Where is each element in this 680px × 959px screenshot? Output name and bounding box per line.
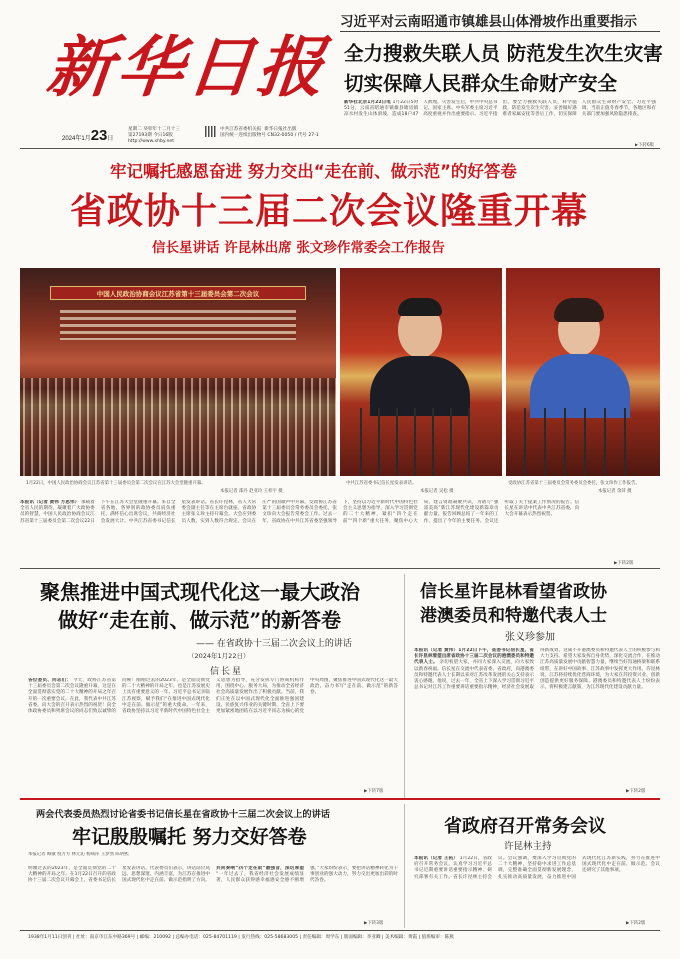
- sponsor: 中共江苏省委机关报: [220, 127, 262, 132]
- date-day: 23: [90, 127, 108, 144]
- microphones: [360, 408, 482, 476]
- hk-sub: 张义珍参加: [505, 632, 555, 643]
- lead-body: 本报讯（记者 黄伟 方思伟） 承载着全省人民的期待，凝聚着广大政协委员的智慧，中国人民政治协商会议江苏省第十三届委员会第二次会议22日下午在江苏大会堂隆重开幕。来自全省各地、各界别的政协委员肩负重托、满怀信心出席会议，共商经济社会发展大计。中共江苏省委书记信长星发表讲话。省长许昆林，省人大常委会副主任等在主席台就座。省政协主席张义珍主持开幕会。大会应到委员人数，实到人数符合规定。会议在庄严的国歌声中开幕。受政协江苏省第十三届委员会常务委员会委托，张文珍向大会报告常委会工作。过去一年，省政协在中共江苏省委坚强领导下，坚持以习近平新时代中国特色社会主义思想为指导，深入学习贯彻党的二十大精神，紧扣“四个走在前”“四个新”重大任务，聚焦中心大局，建言资政凝聚共识，为谱写“强富美高”新江苏现代化建设新篇章贡献力量。报告回顾总结了一年来的工作，提出了今年的主要任务。会议还听取了关于提案工作情况的报告。信长星在讲话中代表中共江苏省委，向大会开幕表示热烈祝贺。: [20, 500, 580, 524]
- date-suffix: 日: [107, 136, 114, 142]
- bottom-left-more: ▶下转3版: [364, 921, 384, 926]
- speech-headline-1: 聚焦推进中国式现代化这一最大政治: [40, 580, 360, 604]
- stage-banner-text: 中国人民政治协商会议江苏省第十三届委员会第二次会议: [96, 290, 260, 298]
- speaker-suit: [370, 356, 470, 416]
- top-story-headline-1: 全力搜救失联人员 防范发生次生灾害: [344, 42, 663, 65]
- photo-caption-3: 受政协江苏省第十三届委员会常务委员会委托，张文珍作工作报告。: [508, 481, 640, 486]
- podium-rows: [60, 310, 296, 340]
- top-story-more: ▶下转6版: [634, 143, 654, 148]
- bottom-right-body: 本报讯（记者 王拓） 1月22日，省政府召开常务会议，认真学习习近平总书记近期重要讲话重要指示精神，研究部署有关工作。省长许昆林主持会议。会议强调，要深入学习贯彻党的二十大精神，坚持稳中求进工作总基调，完整准确全面贯彻新发展理念，扎实推动高质量发展，奋力推进中国式现代化江苏新实践，努力在推进中国式现代化中走在前、做示范。会议还研究了其他事项。: [414, 856, 660, 880]
- hk-byline: 本报讯（记者 黄伟）1月22日下午，省委书记信长星，省长许昆林看望出席省政协十三届二次会议的港澳委员和特邀代表人士。: [414, 648, 534, 666]
- top-story: [340, 10, 663, 148]
- weekday: 星期二 癸卯年十二月十三: [128, 127, 180, 132]
- top-story-kicker: 习近平对云南昭通市镇雄县山体滑坡作出重要指示: [340, 14, 637, 30]
- reporter-microphones: [524, 408, 642, 476]
- audience: [20, 378, 336, 476]
- bottom-left-byline: 本报记者 顾敏 倪方方 林元沁 杨频萍 王梦然 陈明熙: [28, 852, 129, 857]
- speech-author: 信长星: [210, 667, 244, 677]
- reporter-hair: [554, 298, 604, 322]
- qr-code: [205, 126, 216, 137]
- photo-credit-3: 本报记者 余萍 摄: [598, 489, 632, 494]
- date-block: [62, 127, 113, 144]
- lead-subhead: 信长星讲话 许昆林出席 张文珍作常委会工作报告: [152, 240, 445, 256]
- photo-credit-2: 本报记者 吴松 摄: [420, 489, 454, 494]
- masthead-logo: 新华日报: [43, 28, 332, 106]
- lead-headline: 省政协十三届二次会议隆重开幕: [70, 190, 589, 232]
- photo-caption-1: 1月22日，中国人民政治协商会议江苏省第十三届委员会第二次会议在江苏大会堂隆重开幕。: [26, 481, 206, 486]
- lead-more: ▶下转2版: [614, 561, 634, 566]
- assembly-hall-photo: [20, 268, 336, 476]
- date-prefix: 2024年1月: [62, 136, 91, 142]
- bottom-left-body: 明刚过去的2023年，是全面贯彻党的二十大精神的开局之年。在1月22日召开的省政协十三届二次会议开幕会上，省委书记信长星发表讲话。代表委员们表示，讲话站位高远、思想深邃、内涵丰富，为江苏在推进中国式现代化中走在前、做示范指明了方向。 共同奏响“四个走在前”最强音，深切厚望 “一年过去了，我省经济社会发展成绩显著，人民群众获得感幸福感安全感不断增强。”大家纷纷表示，要把讲话精神转化为干事创业的强大动力，努力交出更加出彩的时代答卷。: [28, 866, 398, 884]
- bottom-left-kicker: 两会代表委员热烈讨论省委书记信长星在省政协十三届二次会议上的讲话: [36, 809, 330, 820]
- speech-sub: —— 在省政协十三届二次会议上的讲话: [196, 639, 352, 649]
- speaker-hair: [398, 298, 442, 316]
- lead-byline: 本报讯（记者 黄伟 方思伟）: [20, 500, 80, 505]
- issue-number: 第27193期 今日16版: [128, 133, 173, 138]
- speech-headline-2: 做好“走在前、做示范”的新答卷: [58, 608, 342, 632]
- bottom-right-more: ▶下转2版: [626, 921, 646, 926]
- publisher-block: [220, 127, 319, 139]
- speech-body: 各位委员、同志们： 今天，政协江苏省第十三届委员会第二次会议隆重开幕，这是在全面贯彻落实党的二十大精神的开局之年召开的一次重要会议。在此，我代表中共江苏省委，向大会的召开表示热烈的祝贺！向全体政协委员和列席会议的同志们致以诚挚的问候！刚刚过去的2023年，是全面贯彻党的二十大精神的开局之年，也是江苏发展史上具有重要意义的一年。习近平总书记亲临江苏视察，赋予我们“在推进中国式现代化中走在前、做示范”的重大使命。一年来，省政协坚持以习近平新时代中国特色社会主义思想为指导，充分发挥专门协商机构作用，围绕中心、服务大局，为推动全省经济社会高质量发展作出了积极贡献。当前，我们正处在以中国式现代化全面推进强国建设、民族复兴伟业的关键时期，全省上下要更加紧密地团结在以习近平同志为核心的党中央周围，聚焦推进中国式现代化这一最大政治，奋力书写“走在前、做示范”的新答卷。: [28, 678, 398, 715]
- hk-headline-2: 港澳委员和特邀代表人士: [420, 606, 607, 626]
- xin-changxing-photo: [340, 268, 502, 476]
- bottom-left-headline: 牢记殷殷嘱托 努力交好答卷: [72, 826, 307, 848]
- zhang-wenzhen-photo: [506, 268, 660, 476]
- speech-more: ▶下转7版: [364, 789, 384, 794]
- photo-caption-2: 中共江苏省委书记信长星发表讲话。: [346, 481, 417, 486]
- hk-more: ▶下转2版: [626, 789, 646, 794]
- website: http://www.xhby.net: [128, 139, 174, 144]
- issue-block: [128, 127, 180, 145]
- speech-salutation: 各位委员、同志们：: [28, 678, 72, 683]
- bottom-right-byline: 本报讯（记者 王拓）: [414, 856, 459, 861]
- cn-number: 国内统一连续出版物号 CN32-0050 / 代号 27-1: [220, 133, 319, 138]
- footer-text: 1938年1月11日创刊 | 社址：南京市江东中路369号 | 邮编：210092 | 总编办电话：025-84701119 | 发行热线：025-58683005 | 责任编辑：周学东 | 版面编辑：李亚卿 | 美术编辑：黄霞 | 值班编审：陈燕: [28, 935, 454, 940]
- photo-credit-1: 本报记者 邵丹 赵亚玲 王梓宇 摄: [220, 489, 283, 494]
- hk-headline-1: 信长星许昆林看望省政协: [420, 582, 607, 602]
- bottom-left-subhead: 共同奏响“四个走在前”最强音，深切厚望: [216, 866, 304, 871]
- top-story-byline: 新华社北京1月22日电: [344, 100, 391, 105]
- lead-kicker: 牢记嘱托感恩奋进 努力交出“走在前、做示范”的好答卷: [110, 162, 517, 181]
- top-story-headline-2: 切实保障人民群众生命财产安全: [344, 72, 618, 95]
- bottom-right-headline: 省政府召开常务会议: [444, 816, 606, 837]
- top-story-body: 新华社北京1月22日电 1月22日5时51分，云南省昭通市镇雄县塘房镇凉水村发生山体滑坡，造成18户47人被埋。灾害发生后，中共中央总书记、国家主席、中央军委主席习近平高度重视并作出重要指示。习近平指出，要全力搜救失联人员，科学施救，防范发生次生灾害，妥善做好遇难者家属安抚等善后工作，切实保障人民群众生命财产安全。习近平强调，当前正值冬春季节，各地区和有关部门要加强风险隐患排查。: [344, 100, 656, 118]
- bottom-right-sub: 许昆林主持: [504, 841, 552, 852]
- hk-body: 本报讯（记者 黄伟）1月22日下午，省委书记信长星，省长许昆林看望出席省政协十三届二次会议的港澳委员和特邀代表人士。 亲切看望大家，并同大家深入交流，向大家致以新春祝福。信长星在交流中代表省委、省政府，向港澳委员和特邀代表人士长期以来对江苏改革发展的关心支持表示衷心感谢。他说，过去一年，全省上下深入学习贯彻习近平总书记对江苏工作重要讲话重要指示精神，经济社会发展取得新成效，这离不开港澳委员和特邀代表人士的积极参与和大力支持。希望大家发挥自身优势，深化交流合作，在推动江苏高质量发展中贡献智慧力量，继续当好沟通桥梁和联系纽带，在讲好中国故事、江苏故事中发挥更大作用。许昆林说，江苏将持续优化营商环境，为大家在苏投资兴业、创新创造提供更好服务保障。港澳委员和特邀代表人士纷纷表示，将积极建言献策，为江苏现代化建设贡献力量。: [414, 648, 660, 691]
- speech-date: （2024年1月22日）: [188, 652, 250, 660]
- publisher: 新华日报社出版: [264, 127, 297, 132]
